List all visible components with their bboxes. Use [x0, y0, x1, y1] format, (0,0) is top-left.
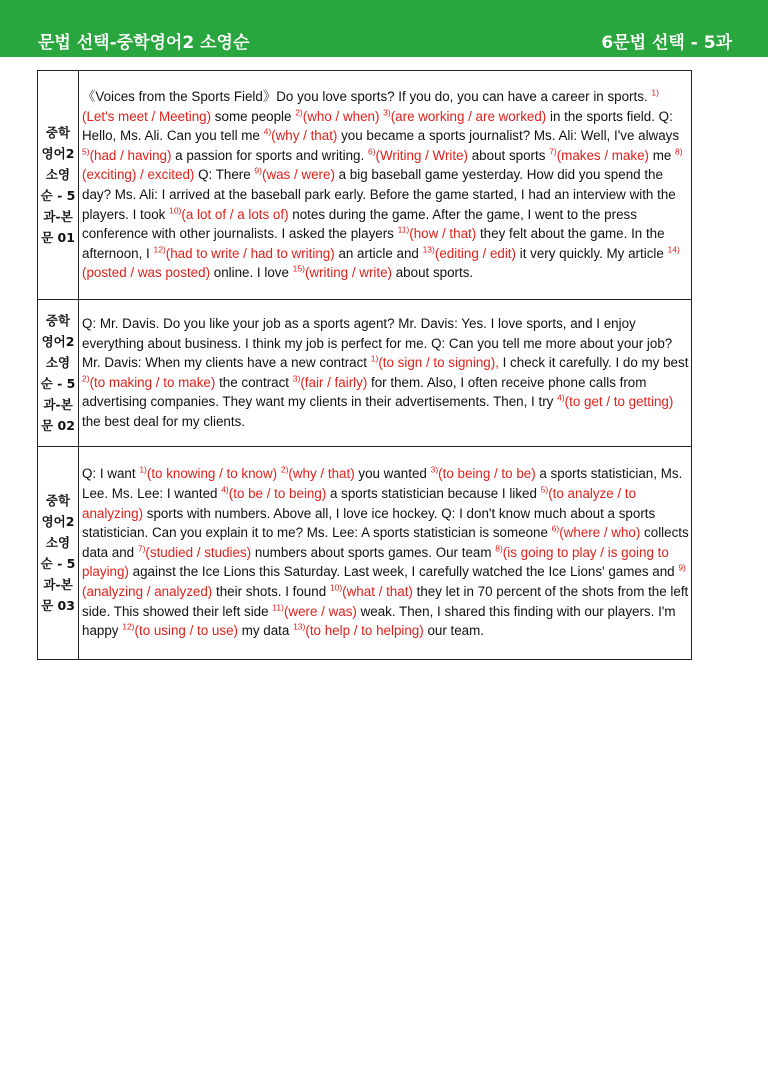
grammar-choice: (fair / fairly)	[300, 374, 368, 390]
question-number: 11)	[272, 602, 284, 613]
label-line: 순 - 5	[40, 555, 76, 571]
passage-text-run: sports with numbers. Above all, I love ice hockey. Q: I don't know much about a sports statistician. Can you explain it to me? Ms. Lee: A sports statistician is someone	[82, 505, 656, 541]
label-line: 순 - 5	[40, 188, 76, 203]
passage-text-run: weak. Then, I shared this finding with our players. I'm happy	[82, 603, 676, 639]
passage-text-run: the best deal for my clients.	[82, 413, 245, 429]
grammar-choice: (to being / to be)	[438, 466, 536, 482]
label-line: 영어2	[41, 513, 75, 529]
label-line: 중학	[45, 125, 71, 140]
label-line: 중학	[45, 312, 71, 328]
question-number: 9)	[254, 165, 262, 176]
label-line: 문 01	[41, 230, 75, 245]
label-line: 과-본	[43, 576, 73, 592]
question-number: 2)	[280, 464, 289, 475]
question-number: 1)	[139, 464, 147, 475]
passage-row	[38, 71, 692, 300]
passage-text-run: you wanted	[354, 466, 431, 482]
passage-text-run: a big baseball game yesterday. How did you spend the day? Ms. Ali: I arrived at the baseball park early. Before the game started, I had an interview with the players. I took	[82, 167, 676, 222]
question-number: 15)	[292, 263, 305, 274]
question-number: 13)	[422, 244, 435, 255]
passage-text-run: me	[648, 147, 676, 163]
question-number: 6)	[551, 523, 560, 534]
grammar-choice: (where / who)	[559, 525, 641, 541]
grammar-choice: (writing / write)	[304, 265, 393, 281]
grammar-choice: (why / that)	[288, 466, 355, 482]
passage-row	[38, 300, 692, 447]
passage-text-run: they felt about the game. In the afternoon, I	[82, 226, 665, 261]
passage-text-run: a sports statistician because I liked	[326, 485, 541, 501]
passage-label	[38, 446, 79, 659]
passage-label	[38, 300, 79, 447]
passage-text-run: in the sports field. Q: Hello, Ms. Ali. Can you tell me	[82, 108, 673, 144]
passage-text-run: numbers about sports games. Our team	[251, 544, 496, 560]
grammar-choice: (Let's meet / Meeting)	[82, 108, 212, 124]
passage-text	[79, 446, 692, 659]
label-line: 소영	[45, 354, 71, 370]
question-number: 8)	[675, 146, 683, 157]
grammar-choice: (analyzing / analyzed)	[82, 583, 213, 599]
question-number: 1)	[370, 353, 379, 364]
grammar-choice: (to help / to helping)	[305, 623, 424, 639]
question-number: 3)	[430, 464, 439, 475]
passage-text-run: online. I love	[210, 265, 293, 281]
grammar-choice: (was / were)	[261, 167, 335, 183]
lesson-title: 6문법 선택 - 5과	[601, 33, 732, 53]
grammar-choice: (who / when)	[302, 108, 380, 124]
passage-text-run: some people	[211, 108, 296, 124]
passage-table	[37, 70, 692, 660]
question-number: 6)	[367, 146, 376, 157]
label-line: 중학	[45, 492, 71, 508]
passage-text-run: you became a sports journalist? Ms. Ali: Well, I've always	[337, 128, 680, 144]
passage-text-run: about sports	[468, 147, 550, 163]
grammar-choice: (had to write / had to writing)	[165, 245, 335, 261]
question-number: 10)	[169, 205, 182, 216]
question-number: 7)	[549, 146, 557, 157]
question-number: 1)	[651, 87, 659, 98]
label-line: 소영	[45, 167, 71, 182]
question-number: 4)	[221, 484, 229, 495]
passage-text-run: a sports statistician, Ms. Lee. Ms. Lee: I wanted	[82, 466, 683, 501]
question-number: 2)	[82, 373, 90, 384]
grammar-choice: (to get / to getting)	[564, 394, 674, 410]
passage-text-run: about sports.	[392, 265, 474, 281]
question-number: 10)	[329, 582, 343, 593]
passage-text-run: their shots. I found	[212, 583, 330, 599]
grammar-choice: (to sign / to signing),	[378, 355, 499, 371]
grammar-choice: (Writing / Write)	[375, 147, 469, 163]
passage-text-run: Q: Mr. Davis. Do you like your job as a sports agent? Mr. Davis: Yes. I love sports, and I enjoy everything about business. I think my job is perfect for me. Q: Can you tell me more about your job? Mr. Davis: When my clients have a new contract	[82, 316, 673, 371]
passage-text-run: the contract	[215, 374, 293, 390]
passage-text	[79, 71, 692, 300]
grammar-choice: (a lot of / a lots of)	[181, 206, 289, 222]
question-number: 7)	[137, 543, 146, 554]
passage-text-run: for them. Also, I often receive phone calls from advertising companies. They want my clients in their advertisements. Then, I try	[82, 374, 647, 410]
label-line: 순 - 5	[40, 375, 76, 391]
question-number: 2)	[295, 107, 303, 118]
label-line: 영어2	[41, 146, 75, 161]
question-number: 3)	[383, 107, 391, 118]
question-number: 4)	[263, 126, 272, 137]
passage-text-run: it very quickly. My article	[516, 245, 668, 261]
grammar-choice: (to making / to make)	[89, 374, 216, 390]
passage-text	[79, 300, 692, 447]
grammar-choice: (is going to play / is going to playing)	[82, 544, 669, 580]
question-number: 12)	[153, 244, 166, 255]
passage-text-run: they let in 70 percent of the shots from the left side. This showed their left side	[82, 583, 689, 619]
passage-text-run: Q: I want	[82, 466, 140, 482]
grammar-choice: (had / having)	[89, 147, 172, 163]
label-line: 영어2	[41, 333, 75, 349]
passage-row	[38, 446, 692, 659]
grammar-choice: (were / was)	[283, 603, 357, 619]
grammar-choice: (makes / make)	[556, 147, 649, 163]
passage-text-run: Q: There	[194, 167, 255, 183]
question-number: 4)	[557, 392, 565, 403]
grammar-choice: (why / that)	[271, 128, 338, 144]
grammar-choice: (to using / to use)	[134, 623, 238, 639]
question-number: 12)	[122, 621, 135, 632]
question-number: 5)	[82, 146, 90, 157]
grammar-choice: (are working / are worked)	[390, 108, 547, 124]
grammar-choice: (to analyze / to analyzing)	[82, 485, 637, 521]
question-number: 3)	[292, 373, 301, 384]
question-number: 8)	[495, 543, 503, 554]
label-line: 과-본	[43, 396, 73, 412]
grammar-choice: (exciting) / excited)	[82, 167, 195, 183]
page-header	[0, 0, 768, 57]
label-line: 문 02	[41, 417, 75, 433]
grammar-choice: (how / that)	[409, 226, 477, 242]
grammar-choice: (to be / to being)	[228, 485, 327, 501]
passage-text-run: a passion for sports and writing.	[171, 147, 368, 163]
question-number: 13)	[293, 621, 306, 632]
passage-text-run: against the Ice Lions this Saturday. Last week, I carefully watched the Ice Lions' games and	[128, 564, 679, 580]
question-number: 14)	[667, 244, 680, 255]
passage-text-run: notes during the game. After the game, I went to the press conference with other journalists. I asked the players	[82, 206, 637, 242]
passage-text-run: collects data and	[82, 525, 689, 560]
passage-text-run: 《Voices from the Sports Field》Do you love sports? If you do, you can have a career in sports.	[82, 89, 652, 105]
passage-text-run: my data	[237, 623, 294, 639]
grammar-choice: (editing / edit)	[434, 245, 516, 261]
question-number: 5)	[540, 484, 549, 495]
grammar-choice: (what / that)	[342, 583, 413, 599]
label-line: 과-본	[43, 209, 73, 224]
grammar-choice: (posted / was posted)	[82, 265, 211, 281]
question-number: 9)	[678, 562, 686, 573]
question-number: 11)	[397, 224, 410, 235]
grammar-choice: (studied / studies)	[145, 544, 252, 560]
worksheet-title: 문법 선택-중학영어2 소영순	[38, 33, 250, 53]
label-line: 문 03	[41, 597, 75, 613]
passage-text-run: I check it carefully. I do my best	[498, 355, 689, 371]
passage-text-run: our team.	[423, 623, 485, 639]
passage-label	[38, 71, 79, 300]
passage-text-run: an article and	[334, 245, 423, 261]
grammar-choice: (to knowing / to know)	[146, 466, 278, 482]
label-line: 소영	[45, 534, 71, 550]
